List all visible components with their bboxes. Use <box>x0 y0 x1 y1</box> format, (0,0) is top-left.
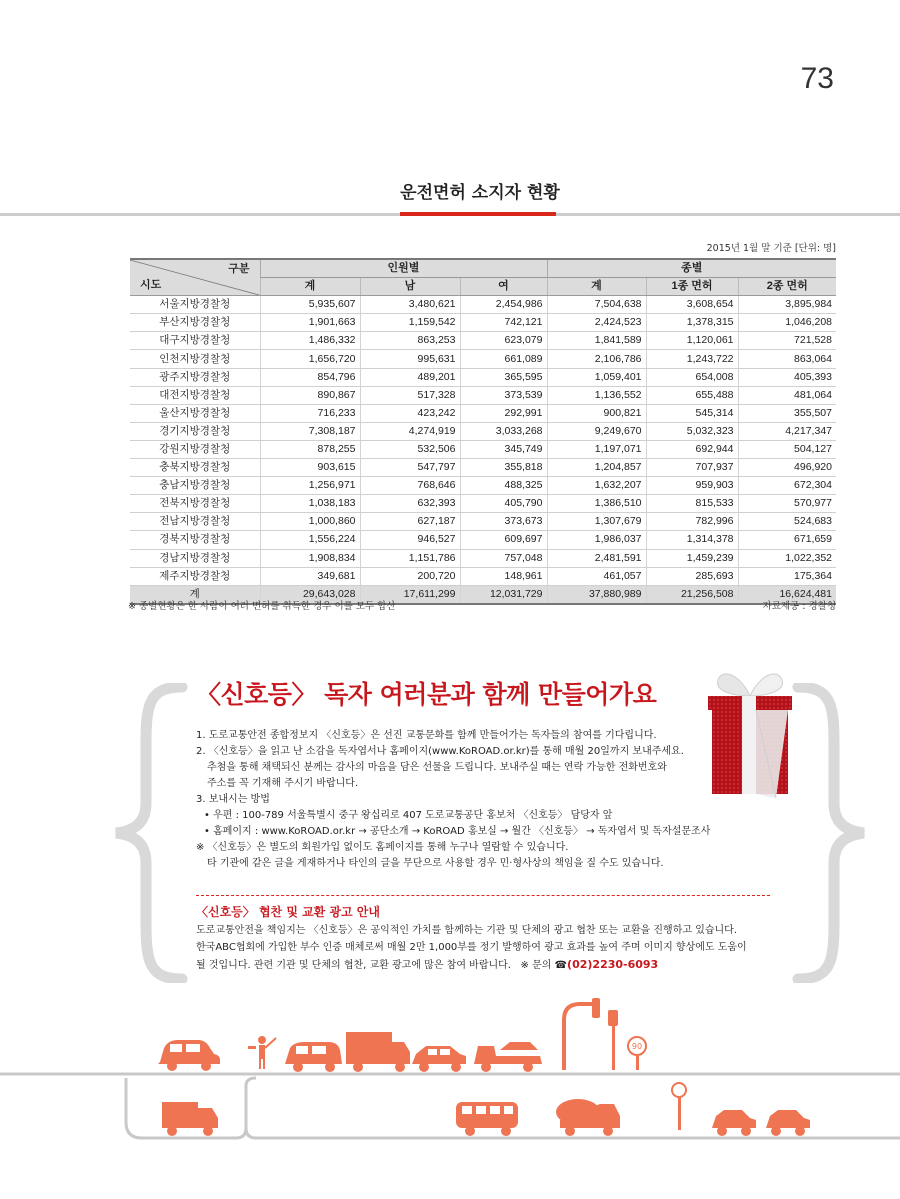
table-cell: 1,120,061 <box>646 332 738 350</box>
contact-label: ※ 문의 ☎ <box>520 960 568 971</box>
license-holders-table <box>130 258 836 605</box>
small-car-icon <box>712 1110 756 1136</box>
table-cell: 1,459,239 <box>646 549 738 567</box>
corner-top-label: 구분 <box>228 263 250 275</box>
section-title: 운전면허 소지자 현황 <box>400 183 560 203</box>
table-cell: 1,307,679 <box>547 513 646 531</box>
table-cell: 365,595 <box>460 368 547 386</box>
table-cell: 373,539 <box>460 386 547 404</box>
table-row <box>130 531 836 549</box>
row-label: 경기지방경찰청 <box>130 422 260 440</box>
promo-item-2-cont: 추첨을 통해 채택되신 분께는 감사의 마음을 담은 선물을 드립니다. 보내주실 때는 연락 가능한 전화번호와 <box>207 762 667 773</box>
table-cell: 1,556,224 <box>260 531 360 549</box>
table-cell: 16,624,481 <box>738 585 836 604</box>
table-cell: 742,121 <box>460 314 547 332</box>
row-label: 대구지방경찰청 <box>130 332 260 350</box>
promo-note-1: ※ 〈신호등〉은 별도의 회원가입 없이도 홈페이지를 통해 누구나 열람할 수 있습니다. <box>196 842 569 853</box>
table-cell: 2,424,523 <box>547 314 646 332</box>
ad-body <box>196 922 796 974</box>
table-cell: 17,611,299 <box>360 585 460 604</box>
table-cell: 1,059,401 <box>547 368 646 386</box>
cement-mixer-icon <box>556 1099 620 1136</box>
table-cell: 21,256,508 <box>646 585 738 604</box>
car-icon <box>158 1040 220 1071</box>
table-cell: 3,608,654 <box>646 296 738 314</box>
promo-bullet-mail: • 우편 : 100-789 서울특별시 중구 왕십리로 407 도로교통공단 홍보처 〈신호등〉 담당자 앞 <box>204 810 613 821</box>
van-icon <box>285 1042 342 1072</box>
table-cell: 878,255 <box>260 440 360 458</box>
table-cell: 654,008 <box>646 368 738 386</box>
table-cell: 692,944 <box>646 440 738 458</box>
table-row <box>130 404 836 422</box>
table-cell: 757,048 <box>460 549 547 567</box>
row-label: 경북지방경찰청 <box>130 531 260 549</box>
table-cell: 946,527 <box>360 531 460 549</box>
table-cell: 863,253 <box>360 332 460 350</box>
table-cell: 504,127 <box>738 440 836 458</box>
promo-note-2: 타 기관에 같은 글을 게재하거나 타인의 글을 무단으로 사용할 경우 민·형사상의 책임을 질 수도 있습니다. <box>207 858 664 869</box>
table-cell: 1,378,315 <box>646 314 738 332</box>
table-cell: 863,064 <box>738 350 836 368</box>
row-label: 대전지방경찰청 <box>130 386 260 404</box>
table-cell: 1,632,207 <box>547 477 646 495</box>
table-cell: 29,643,028 <box>260 585 360 604</box>
row-label: 전북지방경찰청 <box>130 495 260 513</box>
table-row <box>130 332 836 350</box>
table-corner-header <box>130 259 260 296</box>
table-cell: 1,256,971 <box>260 477 360 495</box>
table-cell: 1,204,857 <box>547 459 646 477</box>
table-row <box>130 567 836 585</box>
table-cell: 1,136,552 <box>547 386 646 404</box>
col-header: 계 <box>260 278 360 296</box>
table-cell: 1,486,332 <box>260 332 360 350</box>
col-header: 계 <box>547 278 646 296</box>
table-cell: 661,089 <box>460 350 547 368</box>
contact-phone: (02)2230-6093 <box>567 958 659 971</box>
table-cell: 1,243,722 <box>646 350 738 368</box>
table-cell: 890,867 <box>260 386 360 404</box>
table-cell: 1,841,589 <box>547 332 646 350</box>
table-cell: 609,697 <box>460 531 547 549</box>
table-cell: 768,646 <box>360 477 460 495</box>
col-header: 남 <box>360 278 460 296</box>
speed-limit-value: 90 <box>631 1042 643 1051</box>
promo-item-3: 3. 보내시는 방법 <box>196 794 270 805</box>
ad-line-2: 한국ABC협회에 가입한 부수 인증 매체로써 매월 2만 1,000부를 정기 발행하여 광고 효과를 높여 주며 이미지 향상에도 도움이 <box>196 942 747 953</box>
table-cell: 1,046,208 <box>738 314 836 332</box>
bus-icon <box>456 1102 518 1136</box>
sedan-icon <box>412 1046 466 1072</box>
table-row <box>130 350 836 368</box>
col-header: 1종 면허 <box>646 278 738 296</box>
table-row <box>130 549 836 567</box>
table-cell: 3,033,268 <box>460 422 547 440</box>
table-cell: 12,031,729 <box>460 585 547 604</box>
table-row <box>130 422 836 440</box>
table-cell: 423,242 <box>360 404 460 422</box>
table-cell: 4,217,347 <box>738 422 836 440</box>
page-number: 73 <box>800 62 834 95</box>
table-row <box>130 368 836 386</box>
table-row <box>130 440 836 458</box>
left-brace-decoration <box>110 683 190 983</box>
row-label: 울산지방경찰청 <box>130 404 260 422</box>
table-row <box>130 495 836 513</box>
table-cell: 570,977 <box>738 495 836 513</box>
table-cell: 349,681 <box>260 567 360 585</box>
table-cell: 903,615 <box>260 459 360 477</box>
row-label: 서울지방경찰청 <box>130 296 260 314</box>
table-cell: 854,796 <box>260 368 360 386</box>
section-divider <box>196 895 770 896</box>
table-cell: 1,038,183 <box>260 495 360 513</box>
table-cell: 2,106,786 <box>547 350 646 368</box>
pedestrian-icon <box>248 1036 276 1069</box>
promo-item-2: 2. 〈신호등〉을 읽고 난 소감을 독자엽서나 홈페이지(www.KoROAD.or.kr)를 통해 매월 20일까지 보내주세요. <box>196 746 684 757</box>
unit-note: 2015년 1월 말 기준 [단위: 명] <box>706 243 836 254</box>
ad-line-1: 도로교통안전을 책임지는 〈신호등〉은 공익적인 가치를 함께하는 기관 및 단체의 광고 협찬 또는 교환을 진행하고 있습니다. <box>196 925 738 936</box>
table-cell: 148,961 <box>460 567 547 585</box>
row-label: 부산지방경찰청 <box>130 314 260 332</box>
table-cell: 1,901,663 <box>260 314 360 332</box>
table-cell: 3,480,621 <box>360 296 460 314</box>
delivery-truck-icon <box>162 1102 218 1136</box>
table-cell: 7,308,187 <box>260 422 360 440</box>
compact-car-icon <box>766 1110 810 1136</box>
table-cell: 7,504,638 <box>547 296 646 314</box>
corner-bottom-label: 시도 <box>140 279 162 292</box>
signal-pole-icon <box>608 1010 618 1070</box>
ad-line-3 <box>196 956 796 974</box>
table-cell: 995,631 <box>360 350 460 368</box>
row-label: 전남지방경찰청 <box>130 513 260 531</box>
table-cell: 2,481,591 <box>547 549 646 567</box>
col-header: 여 <box>460 278 547 296</box>
right-brace-decoration <box>790 683 870 983</box>
table-cell: 532,506 <box>360 440 460 458</box>
row-label: 인천지방경찰청 <box>130 350 260 368</box>
table-cell: 37,880,989 <box>547 585 646 604</box>
table-cell: 4,274,919 <box>360 422 460 440</box>
table-cell: 655,488 <box>646 386 738 404</box>
table-row <box>130 296 836 314</box>
table-cell: 721,528 <box>738 332 836 350</box>
table-cell: 517,328 <box>360 386 460 404</box>
promo-instructions <box>196 728 716 872</box>
table-cell: 496,920 <box>738 459 836 477</box>
table-cell: 488,325 <box>460 477 547 495</box>
table-cell: 5,032,323 <box>646 422 738 440</box>
table-cell: 3,895,984 <box>738 296 836 314</box>
table-cell: 1,000,860 <box>260 513 360 531</box>
truck-icon <box>346 1032 410 1072</box>
title-accent-bar <box>400 212 556 216</box>
table-cell: 959,903 <box>646 477 738 495</box>
table-row <box>130 477 836 495</box>
col-header: 2종 면허 <box>738 278 836 296</box>
table-cell: 623,079 <box>460 332 547 350</box>
table-cell: 1,197,071 <box>547 440 646 458</box>
table-cell: 1,656,720 <box>260 350 360 368</box>
table-cell: 355,818 <box>460 459 547 477</box>
row-label: 계 <box>130 585 260 604</box>
promo-item-2-cont2: 주소를 꼭 기재해 주시기 바랍니다. <box>207 778 359 789</box>
table-body <box>130 296 836 604</box>
table-cell: 1,314,378 <box>646 531 738 549</box>
promo-title: 〈신호등〉 독자 여러분과 함께 만들어가요 <box>196 680 657 709</box>
table-cell: 355,507 <box>738 404 836 422</box>
table-cell: 547,797 <box>360 459 460 477</box>
row-label: 경남지방경찰청 <box>130 549 260 567</box>
row-label: 충북지방경찰청 <box>130 459 260 477</box>
footnote: ※ 종별현황은 한 사람이 여러 면허를 취득한 경우 이를 모두 합산 <box>128 601 396 612</box>
table-cell: 2,454,986 <box>460 296 547 314</box>
row-label: 제주지방경찰청 <box>130 567 260 585</box>
table-cell: 1,986,037 <box>547 531 646 549</box>
table-cell: 671,659 <box>738 531 836 549</box>
table-cell: 489,201 <box>360 368 460 386</box>
table-cell: 405,790 <box>460 495 547 513</box>
table-cell: 524,683 <box>738 513 836 531</box>
table-cell: 815,533 <box>646 495 738 513</box>
data-source: 자료제공 : 경찰청 <box>762 601 836 612</box>
table-cell: 1,159,542 <box>360 314 460 332</box>
row-label: 강원지방경찰청 <box>130 440 260 458</box>
table-cell: 481,064 <box>738 386 836 404</box>
table-row <box>130 314 836 332</box>
table-cell: 707,937 <box>646 459 738 477</box>
table-cell: 1,386,510 <box>547 495 646 513</box>
row-label: 광주지방경찰청 <box>130 368 260 386</box>
table-row <box>130 459 836 477</box>
table-cell: 345,749 <box>460 440 547 458</box>
tow-truck-icon <box>474 1042 542 1072</box>
ad-line-3-text: 될 것입니다. 관련 기관 및 단체의 협찬, 교환 광고에 많은 참여 바랍니다. <box>196 960 511 971</box>
gift-box-icon <box>700 666 800 806</box>
table-row <box>130 386 836 404</box>
table-cell: 1,022,352 <box>738 549 836 567</box>
table-cell: 716,233 <box>260 404 360 422</box>
promo-bullet-web: • 홈페이지 : www.KoROAD.or.kr → 공단소개 → KoROAD 홍보실 → 월간 〈신호등〉 → 독자엽서 및 독자설문조사 <box>204 826 711 837</box>
table-row <box>130 513 836 531</box>
table-cell: 175,364 <box>738 567 836 585</box>
table-cell: 373,673 <box>460 513 547 531</box>
table-cell: 285,693 <box>646 567 738 585</box>
table-cell: 405,393 <box>738 368 836 386</box>
table-cell: 200,720 <box>360 567 460 585</box>
table-cell: 545,314 <box>646 404 738 422</box>
table-cell: 672,304 <box>738 477 836 495</box>
round-sign <box>672 1083 686 1097</box>
table-cell: 1,151,786 <box>360 549 460 567</box>
table-cell: 782,996 <box>646 513 738 531</box>
table-cell: 627,187 <box>360 513 460 531</box>
sign-post-icon <box>678 1094 681 1130</box>
promo-item-1: 1. 도로교통안전 종합정보지 〈신호등〉은 선진 교통문화를 함께 만들어가는 독자들의 참여를 기다립니다. <box>196 730 657 741</box>
table-cell: 9,249,670 <box>547 422 646 440</box>
table-cell: 632,393 <box>360 495 460 513</box>
table-cell: 900,821 <box>547 404 646 422</box>
ad-title: 〈신호등〉 협찬 및 교환 광고 안내 <box>196 905 380 919</box>
table-cell: 461,057 <box>547 567 646 585</box>
road-illustration <box>0 990 900 1199</box>
group-header-personnel: 인원별 <box>260 259 547 278</box>
table-cell: 5,935,607 <box>260 296 360 314</box>
table-cell: 292,991 <box>460 404 547 422</box>
row-label: 충남지방경찰청 <box>130 477 260 495</box>
group-header-type: 종별 <box>547 259 836 278</box>
table-cell: 1,908,834 <box>260 549 360 567</box>
traffic-light-icon <box>562 998 600 1070</box>
